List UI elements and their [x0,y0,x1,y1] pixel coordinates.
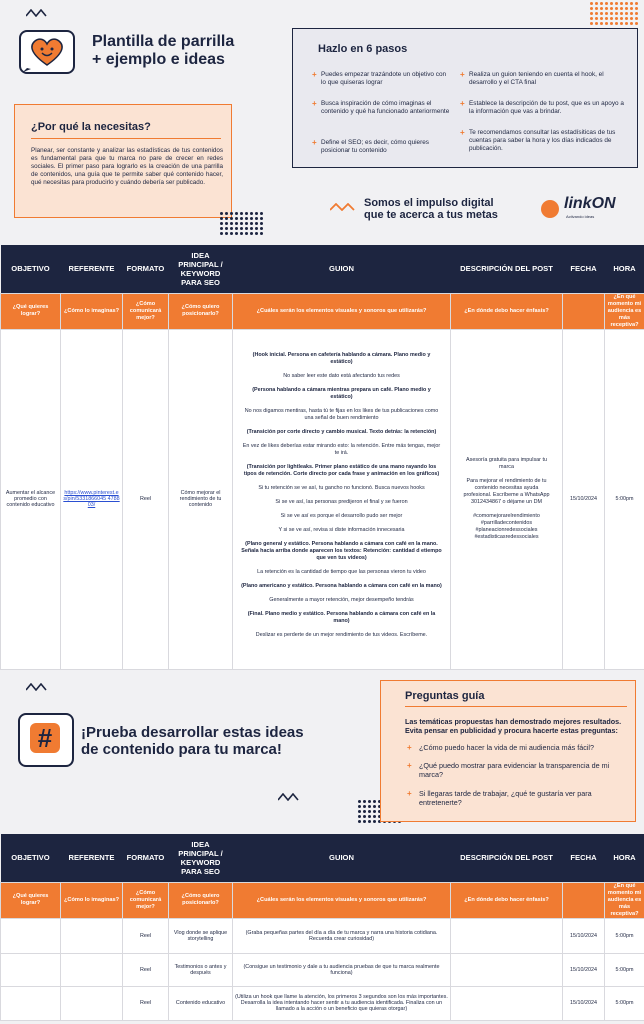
dot [625,7,628,10]
dot [620,17,623,20]
step-4: + Realiza un guion teniendo en cuenta el hook, el desarrollo y el CTA final [460,70,604,86]
brand-subtitle: Activando ideas [566,214,595,219]
dot [363,820,366,823]
guide-title: Preguntas guía [405,690,485,702]
dot [230,222,233,225]
cell-objetivo[interactable] [1,953,61,986]
sub-objetivo: ¿Qué quieres lograr? [1,293,61,329]
dot [225,227,228,230]
dot [245,232,248,235]
dot [245,217,248,220]
col-fecha: FECHA [563,245,605,293]
col-objetivo: OBJETIVO [1,834,61,882]
cell-guion[interactable]: (Consigue un testimonio y dale a tu audiencia pruebas de que tu marca realmente funciona) [233,953,451,986]
dot [230,227,233,230]
cell-referente[interactable] [61,918,123,953]
dot [235,232,238,235]
hashtag-icon: # [18,713,74,767]
col-formato: FORMATO [123,834,169,882]
col-hora: HORA [605,834,644,882]
guide-question-3: + Si llegaras tarde de trabajar, ¿qué te gustaría ver para entretenerte? [407,789,592,807]
dot [605,17,608,20]
cell-formato[interactable]: Reel [123,986,169,1020]
cell-idea[interactable]: Contenido educativo [169,986,233,1020]
sub-objetivo: ¿Qué quieres lograr? [1,882,61,918]
cell-referente[interactable] [61,329,123,669]
guion-direction: (Final. Plano medio y estático. Persona hablando a cámara con café en la mano) [247,611,436,624]
ideas-title: ¡Prueba desarrollar estas ideas de contenido para tu marca! [81,724,304,758]
dot [368,820,371,823]
dot [250,222,253,225]
dot [595,12,598,15]
sub-referente: ¿Cómo lo imaginas? [61,882,123,918]
zigzag-decoration-orange [330,203,352,211]
content-grid-table-ideas [0,834,644,1021]
col-guion: GUION [233,834,451,882]
dot [625,2,628,5]
guion-dialogue: La retención es la cantidad de tiempo que las personas vieron tu video [257,569,426,575]
sub-fecha [563,293,605,329]
dot [373,820,376,823]
guide-question-2: + ¿Qué puedo mostrar para evidenciar la transparencia de mi marca? [407,761,610,779]
dot [620,22,623,25]
dot [240,232,243,235]
dot [255,222,258,225]
step-6: + Te recomendamos consultar las estadísiticas de tus cuentas para saber la hora y los días indicados de publicación. [460,128,616,152]
guion-direction: (Plano americano y estático. Persona hablando a cámara con café en la mano) [241,583,442,589]
dot [230,232,233,235]
col-idea: IDEA PRINCIPAL / KEYWORD PARA SEO [169,834,233,882]
guion-dialogue: Generalmente a mayor retención, mejor desempeño tendrás [269,597,414,603]
dots-pattern-orange [590,2,638,25]
guion-dialogue: Si tu retención se ve así, tu gancho no funcionó. Busca nuevos hooks [258,485,425,491]
sub-formato: ¿Cómo comunicará mejor? [123,882,169,918]
table-row [1,329,644,669]
sub-hora: ¿En qué momento mi audiencia es más receptiva? [605,293,644,329]
cell-fecha[interactable]: 15/10/2024 [563,953,605,986]
dot [220,217,223,220]
col-descripcion: DESCRIPCIÓN DEL POST [451,834,563,882]
dot [595,17,598,20]
dot [363,800,366,803]
dot [600,7,603,10]
dot [235,227,238,230]
step-3: + Define el SEO; es decir, cómo quieres posicionar tu contenido [312,138,429,154]
guion-dialogue: Si se ve así, las personas predijeron el final y se fueron [275,499,408,505]
dot [373,810,376,813]
dot [368,810,371,813]
guion-dialogue: En vez de likes deberías estar mirando esto: la retención. Entre más tengas, mejor te irá. [242,443,441,456]
dot [260,232,263,235]
dot [610,17,613,20]
dot [590,2,593,5]
cell-idea[interactable]: Testimonios o antes y después [169,953,233,986]
dot [255,227,258,230]
dot [630,12,633,15]
cell-objetivo[interactable] [1,986,61,1020]
dot [600,12,603,15]
zigzag-decoration [278,793,300,801]
dot [595,2,598,5]
dot [220,227,223,230]
table-row [1,953,644,986]
sub-descripcion: ¿En dónde debo hacer énfasis? [451,882,563,918]
cell-referente[interactable] [61,986,123,1020]
table-subheader-row [1,293,644,329]
cell-hora[interactable]: 5:00pm [605,953,644,986]
dot [620,12,623,15]
col-formato: FORMATO [123,245,169,293]
zigzag-decoration [26,683,48,691]
guion-direction: (Transición por corte directo y cambio musical. Texto detrás: la retención) [246,429,437,435]
dot [245,222,248,225]
reference-link[interactable]: https://www.pinterest.es/pin/5331866045 478803/ [63,490,120,508]
dot [368,805,371,808]
dot [363,805,366,808]
dot [635,7,638,10]
dot [363,815,366,818]
cell-formato[interactable]: Reel [123,918,169,953]
divider [31,138,221,139]
guion-dialogue: No nos digamos mentiras, hasta tú te fijas en los likes de tus publicaciones como una señal de buen rendimiento [244,408,439,421]
guion-dialogue: Si se ve así es porque el desarrollo pudo ser mejor [280,513,403,519]
sub-referente: ¿Cómo lo imaginas? [61,293,123,329]
dot [635,22,638,25]
dot [235,222,238,225]
desc-hashtags: #comomejorarelrendimiento #parrilladecontenidos #planeacionredessociales #estadisticasredessociales [473,513,540,540]
zigzag-decoration [26,9,48,17]
dot [625,22,628,25]
dot [255,217,258,220]
cell-guion[interactable] [233,329,451,669]
dot [245,227,248,230]
guion-direction: (Hook inicial. Persona en cafetería hablando a cámara. Plano medio y estático) [252,352,431,365]
sub-guion: ¿Cuáles serán los elementos visuales y sonoros que utilizarás? [233,293,451,329]
cell-referente[interactable] [61,953,123,986]
title-line-1: Plantilla de parrilla [92,33,235,50]
dot [373,815,376,818]
dot [358,805,361,808]
sub-hora: ¿En qué momento mi audiencia es más receptiva? [605,882,644,918]
dot [230,217,233,220]
dot [635,2,638,5]
dot [620,2,623,5]
dot [230,212,233,215]
guion-direction: (Persona hablando a cámara mientras prepara un café. Plano medio y estático) [252,387,431,400]
brand-name: linkON [564,195,616,212]
cell-descripcion[interactable] [451,918,563,953]
dot [620,7,623,10]
dot [605,22,608,25]
heart-chat-icon [19,30,75,74]
dot [358,800,361,803]
dot [600,17,603,20]
dot [368,800,371,803]
guion-direction: (Plano general y estático. Persona hablando a cámara con café en la mano. Señala hacia arriba donde aparecen los textos: Retención: cantidad d etiempo que ven tus videos) [241,541,442,561]
dot [225,212,228,215]
cell-formato[interactable]: Reel [123,329,169,669]
why-title: ¿Por qué la necesitas? [31,121,151,133]
sub-descripcion: ¿En dónde debo hacer énfasis? [451,293,563,329]
guion-dialogue: No saber leer este dato está afectando tus redes [283,373,400,379]
sub-idea: ¿Cómo quiero posicionarlo? [169,882,233,918]
dot [358,820,361,823]
dot [260,222,263,225]
dot [358,815,361,818]
dot [220,212,223,215]
dot [630,17,633,20]
dot [610,22,613,25]
dot [610,12,613,15]
dot [625,17,628,20]
dot [235,212,238,215]
guide-question-1: + ¿Cómo puedo hacer la vida de mi audiencia más fácil? [407,743,594,752]
cell-idea[interactable]: Cómo mejorar el rendimiento de tu contenido [169,329,233,669]
dot [255,212,258,215]
divider [405,706,627,707]
table-subheader-row [1,882,644,918]
dot [363,810,366,813]
steps-title: Hazlo en 6 pasos [318,43,408,55]
dot [373,800,376,803]
cell-objetivo[interactable] [1,918,61,953]
dot [220,222,223,225]
cell-hora[interactable]: 5:00pm [605,986,644,1020]
dot [615,12,618,15]
guion-direction: (Transición por lightleaks. Primer plano estático de una mano rayando los tipos de retención. Corte directo por cada frase y animación en los gráficos) [243,464,440,477]
table-header-row [1,834,644,882]
dot [260,217,263,220]
dot [630,2,633,5]
sub-guion: ¿Cuáles serán los elementos visuales y sonoros que utilizarás? [233,882,451,918]
cell-guion[interactable]: (Utiliza un hook que llame la atención, los primeros 3 segundos son los más importantes. Desarrolla la idea intentando hacer sentir a tu audiencia identificada. Finaliza con un llamado a la acción o un beneficio que quieras otorgar) [233,986,451,1020]
dot [250,232,253,235]
cell-formato[interactable]: Reel [123,953,169,986]
dot [590,7,593,10]
step-5: + Establece la descripción de tu post, que es un apoyo a la información que vas a brindar. [460,99,624,115]
dot [590,12,593,15]
dot [250,227,253,230]
dot [240,212,243,215]
dot [240,227,243,230]
why-card [14,104,232,218]
cell-fecha[interactable]: 15/10/2024 [563,918,605,953]
title-line-2: + ejemplo e ideas [92,51,225,68]
dot [240,222,243,225]
dot [250,212,253,215]
dot [368,815,371,818]
col-guion: GUION [233,245,451,293]
dot [595,7,598,10]
table-header-row [1,245,644,293]
cell-hora[interactable]: 5:00pm [605,329,644,669]
tagline: Somos el impulso digital que te acerca a tus metas [364,197,498,221]
cell-objetivo[interactable]: Aumentar el alcance promedio con contenido educativo [1,329,61,669]
cell-hora[interactable]: 5:00pm [605,918,644,953]
guide-card [380,680,636,822]
sub-fecha [563,882,605,918]
dot [615,2,618,5]
col-referente: REFERENTE [61,245,123,293]
cell-descripcion[interactable] [451,329,563,669]
guide-intro: Las temáticas propuestas han demostrado mejores resultados. Evita pensar en publicidad y procura hacerte estas preguntas: [405,717,622,735]
page-title [92,33,234,69]
col-referente: REFERENTE [61,834,123,882]
table-row [1,918,644,953]
desc-body: Para mejorar el rendimiento de tu contenido necesitas ayuda profesional. Escríbeme a WhatsApp 3012434867 o déjame un DM [463,478,550,505]
dot [610,7,613,10]
cell-fecha[interactable]: 15/10/2024 [563,986,605,1020]
sub-formato: ¿Cómo comunicará mejor? [123,293,169,329]
why-body: Planear, ser constante y analizar las estadísticas de tus contenidos es fundamental para que tu marca no pare de crecer en redes sociales. El primer paso para lograrlo es la creación de una parrilla de contenidos, una guía que te permite saber qué contenido hacer, qué necesitas para producirlo y cuándo debería ser publicado. [31,147,223,186]
dot [225,232,228,235]
col-hora: HORA [605,245,644,293]
dot [590,22,593,25]
dot [615,22,618,25]
content-grid-table-example [0,245,644,670]
desc-title: Asesoría gratuita para impulsar tu marca [466,457,547,470]
dots-pattern-navy [220,212,263,235]
table-row [1,986,644,1020]
col-descripcion: DESCRIPCIÓN DEL POST [451,245,563,293]
cell-descripcion[interactable] [451,953,563,986]
step-1: + Puedes empezar trazándote un objetivo con lo que quiseras lograr [312,70,447,86]
dot [600,22,603,25]
brand-logo-icon [541,200,559,218]
col-fecha: FECHA [563,834,605,882]
dot [250,217,253,220]
cell-fecha[interactable]: 15/10/2024 [563,329,605,669]
dot [255,232,258,235]
dot [610,2,613,5]
guion-dialogue: Y si se ve así, revisa si diste información innecesaria [278,527,405,533]
dot [240,217,243,220]
dot [625,12,628,15]
dot [605,12,608,15]
dot [590,17,593,20]
col-objetivo: OBJETIVO [1,245,61,293]
dot [600,2,603,5]
col-idea: IDEA PRINCIPAL / KEYWORD PARA SEO [169,245,233,293]
dot [245,212,248,215]
dot [635,12,638,15]
dot [595,22,598,25]
dot [260,212,263,215]
steps-box [292,28,638,168]
dot [260,227,263,230]
dot [630,7,633,10]
dot [635,17,638,20]
step-2: + Busca inspiración de cómo imaginas el contenido y qué ha funcionado anteriormente [312,99,450,115]
dot [220,232,223,235]
dot [373,805,376,808]
dot [615,7,618,10]
dot [615,17,618,20]
cell-idea[interactable]: Vlog donde se aplique storytelling [169,918,233,953]
dot [225,217,228,220]
guion-dialogue: Deslizar es perderte de un mejor rendimiento de tus videos. Escríbeme. [255,632,428,638]
dot [358,810,361,813]
dot [225,222,228,225]
dot [605,2,608,5]
dot [630,22,633,25]
dot [605,7,608,10]
cell-guion[interactable]: (Graba pequeñas partes del día a día de tu marca y narra una historia cotidiana. Recuerda crear curiosidad) [233,918,451,953]
sub-idea: ¿Cómo quiero posicionarlo? [169,293,233,329]
cell-descripcion[interactable] [451,986,563,1020]
dot [235,217,238,220]
